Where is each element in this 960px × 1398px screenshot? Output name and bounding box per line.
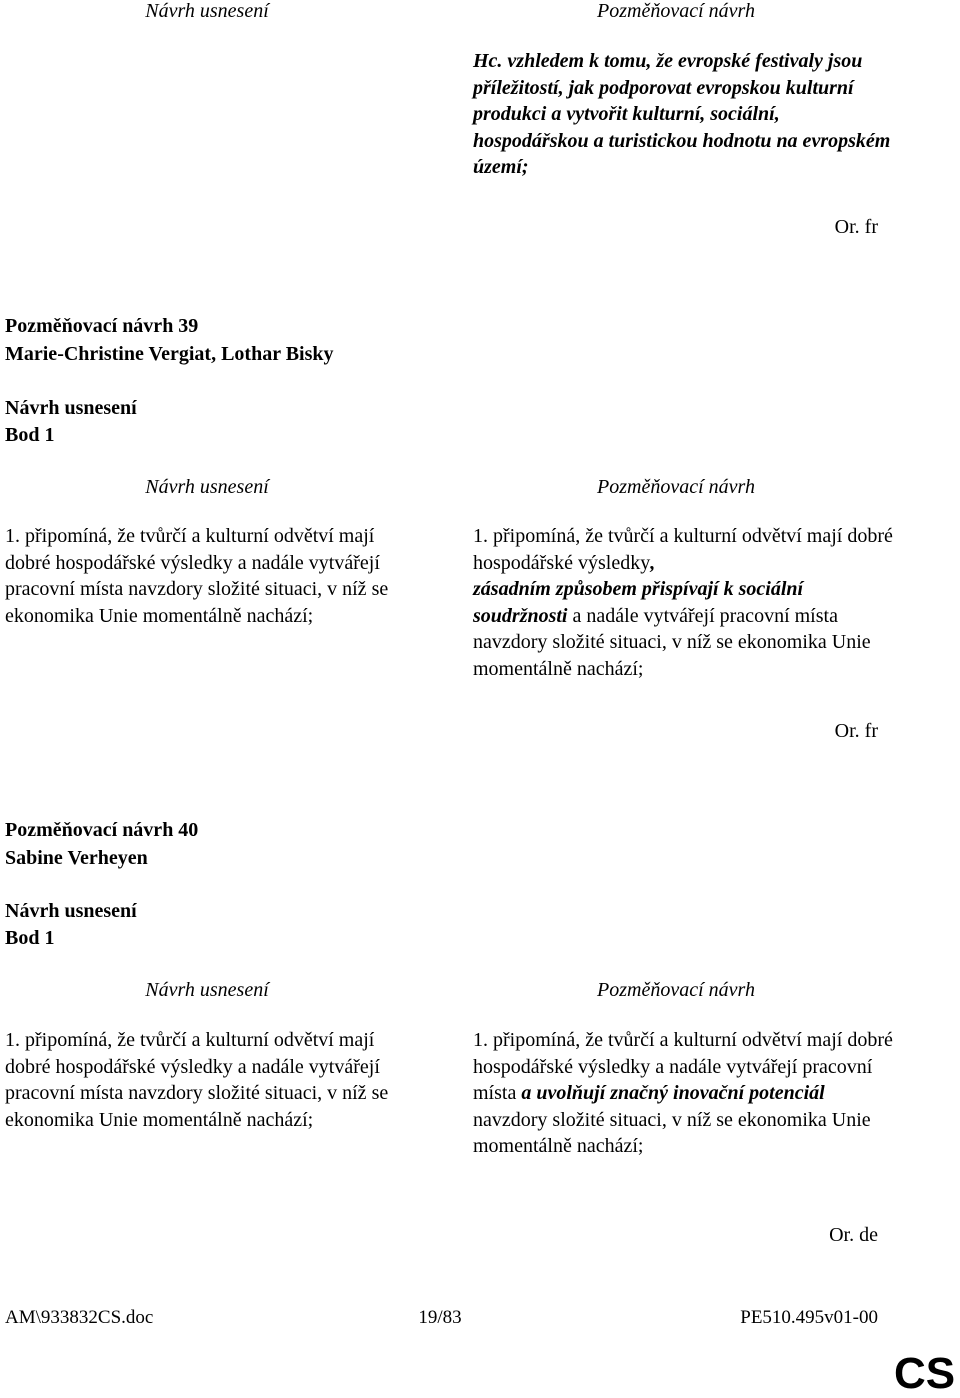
top-origin-language: Or. fr: [834, 216, 878, 238]
amendment-40-origin-language: Or. de: [829, 1224, 878, 1246]
amendment-39-right-text: [473, 523, 893, 682]
top-right-column-header: Pozměňovací návrh: [597, 0, 755, 22]
amendment-39-right-text-part-1: 1. připomíná, že tvůrčí a kulturní odvětví mají dobré hospodářské výsledky: [473, 525, 893, 574]
amendment-40-right-text-part-2: navzdory složité situaci, v níž se ekonomika Unie momentálně nachází;: [473, 1108, 871, 1157]
amendment-39-right-text-inserted: zásadním způsobem přispívají k sociální soudržnosti: [473, 578, 804, 627]
amendment-40-right-text-inserted: a uvolňují značný inovační potenciál: [521, 1082, 825, 1104]
top-left-column-header: Návrh usnesení: [145, 0, 269, 22]
amendment-40-left-text: 1. připomíná, že tvůrčí a kulturní odvětví mají dobré hospodářské výsledky a nadále vytvářejí pracovní místa navzdory složité situaci, v níž se ekonomika Unie momentálně nachází;: [5, 1029, 389, 1131]
amendment-40-left-column-header: Návrh usnesení: [145, 979, 269, 1001]
footer-page-number: 19/83: [418, 1307, 462, 1328]
amendment-39-right-text-comma: ,: [650, 551, 656, 574]
footer-language-code: CS: [894, 1349, 956, 1398]
amendment-39-title: Pozměňovací návrh 39: [5, 315, 199, 337]
top-right-amendment-text: Hc. vzhledem k tomu, že evropské festivaly jsou příležitostí, jak podporovat evropskou kulturní produkci a vytvořit kulturní, sociální, hospodářskou a turistickou hodnotu na evropském území;: [473, 50, 891, 178]
amendment-40-right-text-part-1: 1. připomíná, že tvůrčí a kulturní odvětví mají dobré hospodářské výsledky a nadále vytvářejí pracovní místa: [473, 1029, 893, 1104]
amendment-40-document: Návrh usnesení: [5, 900, 137, 922]
amendment-39-right-text-part-2: a nadále vytvářejí pracovní místa navzdory složité situaci, v níž se ekonomika Unie momentálně nachází;: [473, 604, 871, 680]
amendment-39-left-text: 1. připomíná, že tvůrčí a kulturní odvětví mají dobré hospodářské výsledky a nadále vytvářejí pracovní místa navzdory složité situaci, v níž se ekonomika Unie momentálně nachází;: [5, 525, 389, 627]
amendment-40-right-column-header: Pozměňovací návrh: [597, 979, 755, 1001]
amendment-39-left-column-header: Návrh usnesení: [145, 476, 269, 498]
amendment-39-right-column-header: Pozměňovací návrh: [597, 476, 755, 498]
amendment-40-authors: Sabine Verheyen: [5, 847, 148, 869]
amendment-39-authors: Marie-Christine Vergiat, Lothar Bisky: [5, 343, 334, 365]
amendment-40-right-text: [473, 1027, 893, 1160]
footer-file-name: AM\933832CS.doc: [5, 1307, 154, 1328]
amendment-39-point: Bod 1: [5, 424, 55, 446]
amendment-40-point: Bod 1: [5, 927, 55, 949]
footer-reference: PE510.495v01-00: [740, 1307, 878, 1328]
amendment-39-document: Návrh usnesení: [5, 397, 137, 419]
amendment-40-title: Pozměňovací návrh 40: [5, 819, 199, 841]
amendment-39-origin-language: Or. fr: [834, 720, 878, 742]
